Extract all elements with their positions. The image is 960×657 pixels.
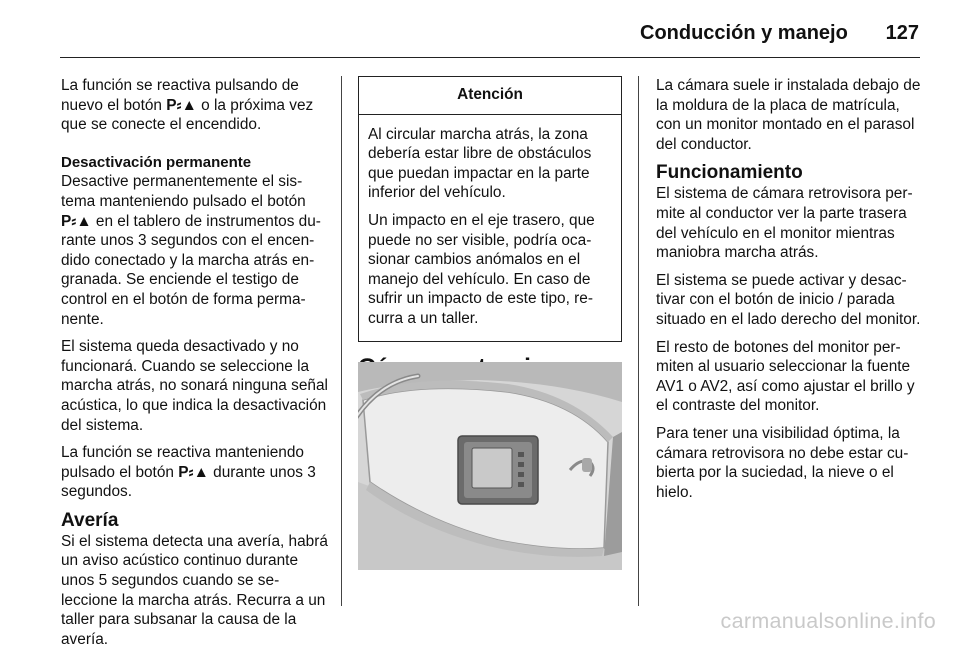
warning-paragraph: Un impacto en el eje trasero, que puede no ser visible, podría ocasionar cambios anómalos en el manejo del vehículo. En caso de sufrir un impacto de este tipo, recurra a un taller. xyxy=(368,211,595,327)
column-divider xyxy=(341,76,342,606)
paragraph: Para tener una visibilidad óptima, la cámara retrovisora no debe estar cubierta por la suciedad, la nieve o el hielo. xyxy=(656,424,909,501)
parking-aid-button-icon: P⸗▲ xyxy=(61,212,92,230)
subheading-operation: Funcionamiento xyxy=(656,162,803,184)
watermark-text: carmanualsonline.info xyxy=(720,609,936,633)
parking-aid-button-icon: P⸗▲ xyxy=(166,96,197,114)
subheading-fault: Avería xyxy=(61,509,119,531)
warning-paragraph: Al circular marcha atrás, la zona debería estar libre de obstáculos que puedan impactar en la parte inferior del vehículo. xyxy=(368,125,592,202)
column-right xyxy=(656,76,924,510)
paragraph: La cámara suele ir instalada debajo de la moldura de la placa de matrícula, con un monitor montado en el parasol del conductor. xyxy=(656,77,921,153)
paragraph: El sistema de cámara retrovisora permite al conductor ver la parte trasera del vehículo en el monitor mientras maniobra marcha atrás. xyxy=(656,185,913,262)
warning-box xyxy=(358,76,622,342)
page-header-title: Conducción y manejo xyxy=(640,22,848,44)
paragraph: El sistema se puede activar y desactivar con el botón de inicio / parada situado en el lado derecho del monitor. xyxy=(656,271,921,328)
paragraph: La función se reactiva pulsando de nuevo el botón P⸗▲ o la próxima vez que se conecte el encendido. xyxy=(61,77,314,134)
paragraph: La función se reactiva manteniendo pulsado el botón P⸗▲ durante unos 3 segundos. xyxy=(61,444,316,501)
paragraph: El resto de botones del monitor permiten al usuario seleccionar la fuente AV1 o AV2, así como ajustar el brillo y el contraste del monitor. xyxy=(656,338,915,415)
paragraph: Desactive permanentemente el sistema manteniendo pulsado el botón P⸗▲ en el tablero de instrumentos durante unos 3 segundos con el encendido conectado y la marcha atrás engranada. Se enciende el testigo de control en el botón de forma permanente. xyxy=(61,173,321,328)
warning-box-title: Atención xyxy=(359,77,621,115)
page-number: 127 xyxy=(885,22,919,44)
header-rule xyxy=(60,57,920,58)
paragraph: El sistema queda desactivado y no funcionará. Cuando se seleccione la marcha atrás, no sonará ninguna señal acústica, lo que indica la desactivación del sistema. xyxy=(61,338,328,434)
paragraph: Si el sistema detecta una avería, habrá un aviso acústico continuo durante unos 5 segundos cuando se seleccione la marcha atrás. Recurra a un taller para subsanar la causa de la avería. xyxy=(61,532,328,648)
parking-aid-button-icon: P⸗▲ xyxy=(178,463,209,481)
column-divider xyxy=(638,76,639,606)
column-left xyxy=(61,76,329,657)
sun-visor-monitor-illustration xyxy=(358,362,622,570)
column-middle xyxy=(358,76,622,382)
subheading-permanent-deactivation: Desactivación permanente xyxy=(61,153,252,171)
